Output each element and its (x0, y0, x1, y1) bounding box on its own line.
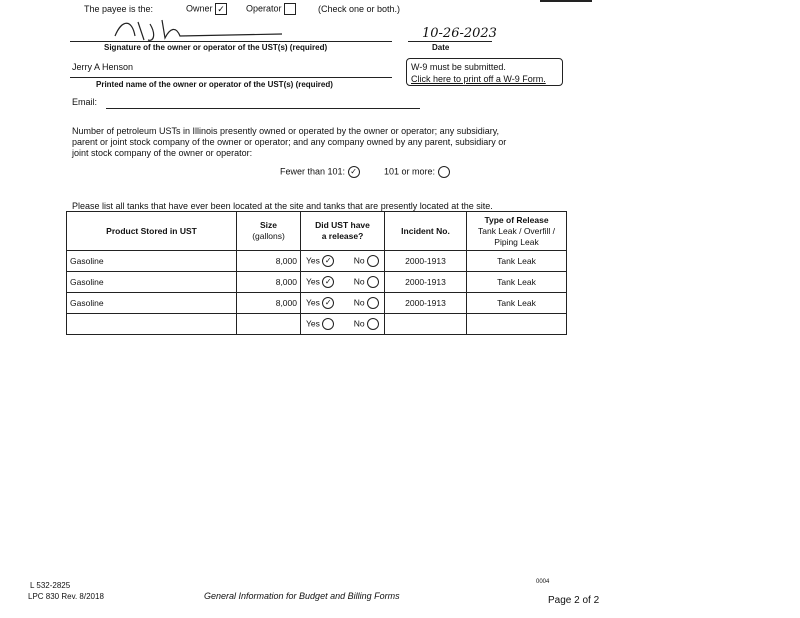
row-product[interactable]: Gasoline (67, 251, 237, 272)
row-size[interactable] (237, 314, 301, 335)
row-product[interactable]: Gasoline (67, 293, 237, 314)
w9-line1: W-9 must be submitted. (411, 62, 506, 72)
w9-notice (406, 58, 563, 86)
fewer-than-101-radio[interactable]: ✓ (348, 166, 360, 178)
tanks-header-row (67, 212, 567, 251)
ust-count-question (72, 126, 506, 159)
row-type[interactable]: Tank Leak (467, 293, 567, 314)
no-radio[interactable] (367, 318, 379, 330)
no-option[interactable]: No (354, 255, 379, 267)
footer-title: General Information for Budget and Billing Forms (204, 591, 400, 601)
signature-line (70, 41, 392, 42)
table-row (67, 293, 567, 314)
top-rule (540, 0, 592, 2)
date-label: Date (432, 43, 450, 52)
printed-name-label: Printed name of the owner or operator of the UST(s) (required) (96, 80, 333, 89)
fewer-than-101-label: Fewer than 101: (280, 166, 346, 177)
w9-link[interactable]: Click here to print off a W-9 Form. (411, 74, 546, 84)
date-value[interactable]: 10-26-2023 (422, 26, 497, 41)
signature-label: Signature of the owner or operator of the UST(s) (required) (104, 43, 328, 52)
tanks-instruction: Please list all tanks that have ever been located at the site and tanks that are presently located at the site. (72, 201, 493, 211)
row-size[interactable]: 8,000 (237, 293, 301, 314)
fewer-than-101-option[interactable] (280, 166, 360, 178)
row-incident[interactable]: 2000-1913 (385, 293, 467, 314)
payee-label: The payee is the: (84, 4, 154, 14)
101-or-more-label: 101 or more: (384, 166, 436, 177)
row-size[interactable]: 8,000 (237, 251, 301, 272)
table-row (67, 272, 567, 293)
header-size: Size (gallons) (237, 212, 301, 251)
row-type[interactable]: Tank Leak (467, 251, 567, 272)
row-release (301, 293, 385, 314)
form-revision: LPC 830 Rev. 8/2018 (28, 592, 104, 601)
header-product: Product Stored in UST (67, 212, 237, 251)
owner-label: Owner (186, 3, 213, 14)
yes-option[interactable]: Yes ✓ (306, 255, 334, 267)
printed-name-line (70, 77, 392, 78)
no-radio[interactable] (367, 255, 379, 267)
payee-note: (Check one or both.) (318, 4, 401, 14)
email-label: Email: (72, 97, 98, 107)
table-row (67, 251, 567, 272)
yes-radio[interactable] (322, 318, 334, 330)
row-incident[interactable]: 2000-1913 (385, 272, 467, 293)
date-line (408, 41, 492, 42)
101-or-more-radio[interactable] (438, 166, 450, 178)
ust-question-line2: parent or joint stock company of the owner or operator; and any company owned by any parent, subsidiary or (72, 137, 507, 147)
101-or-more-option[interactable] (384, 166, 450, 178)
no-radio[interactable] (367, 276, 379, 288)
signature-image (110, 14, 290, 44)
row-release (301, 251, 385, 272)
no-option[interactable]: No (354, 318, 379, 330)
header-release: Did UST have a release? (301, 212, 385, 251)
footer-stamp: 0004 (536, 579, 550, 585)
row-size[interactable]: 8,000 (237, 272, 301, 293)
yes-option[interactable]: Yes ✓ (306, 297, 334, 309)
row-incident[interactable]: 2000-1913 (385, 251, 467, 272)
row-product[interactable] (67, 314, 237, 335)
table-row (67, 314, 567, 335)
yes-option[interactable]: Yes (306, 318, 334, 330)
row-incident[interactable] (385, 314, 467, 335)
owner-checkbox[interactable]: ✓ (215, 3, 227, 15)
yes-radio[interactable]: ✓ (322, 255, 334, 267)
row-release (301, 272, 385, 293)
no-option[interactable]: No (354, 297, 379, 309)
operator-label: Operator (246, 3, 282, 14)
header-incident: Incident No. (385, 212, 467, 251)
no-option[interactable]: No (354, 276, 379, 288)
yes-radio[interactable]: ✓ (322, 297, 334, 309)
form-code: L 532-2825 (30, 581, 71, 590)
tanks-table (66, 211, 567, 335)
no-radio[interactable] (367, 297, 379, 309)
ust-question-line1: Number of petroleum USTs in Illinois presently owned or operated by the owner or operator; any subsidiary, (72, 126, 500, 136)
row-type[interactable] (467, 314, 567, 335)
ust-question-line3: joint stock company of the owner or operator: (72, 148, 253, 158)
printed-name-value[interactable]: Jerry A Henson (72, 62, 134, 72)
yes-radio[interactable]: ✓ (322, 276, 334, 288)
row-type[interactable]: Tank Leak (467, 272, 567, 293)
row-release (301, 314, 385, 335)
row-product[interactable]: Gasoline (67, 272, 237, 293)
header-type: Type of Release Tank Leak / Overfill / Piping Leak (467, 212, 567, 251)
yes-option[interactable]: Yes ✓ (306, 276, 334, 288)
page-number: Page 2 of 2 (548, 595, 600, 606)
email-line (106, 108, 420, 109)
